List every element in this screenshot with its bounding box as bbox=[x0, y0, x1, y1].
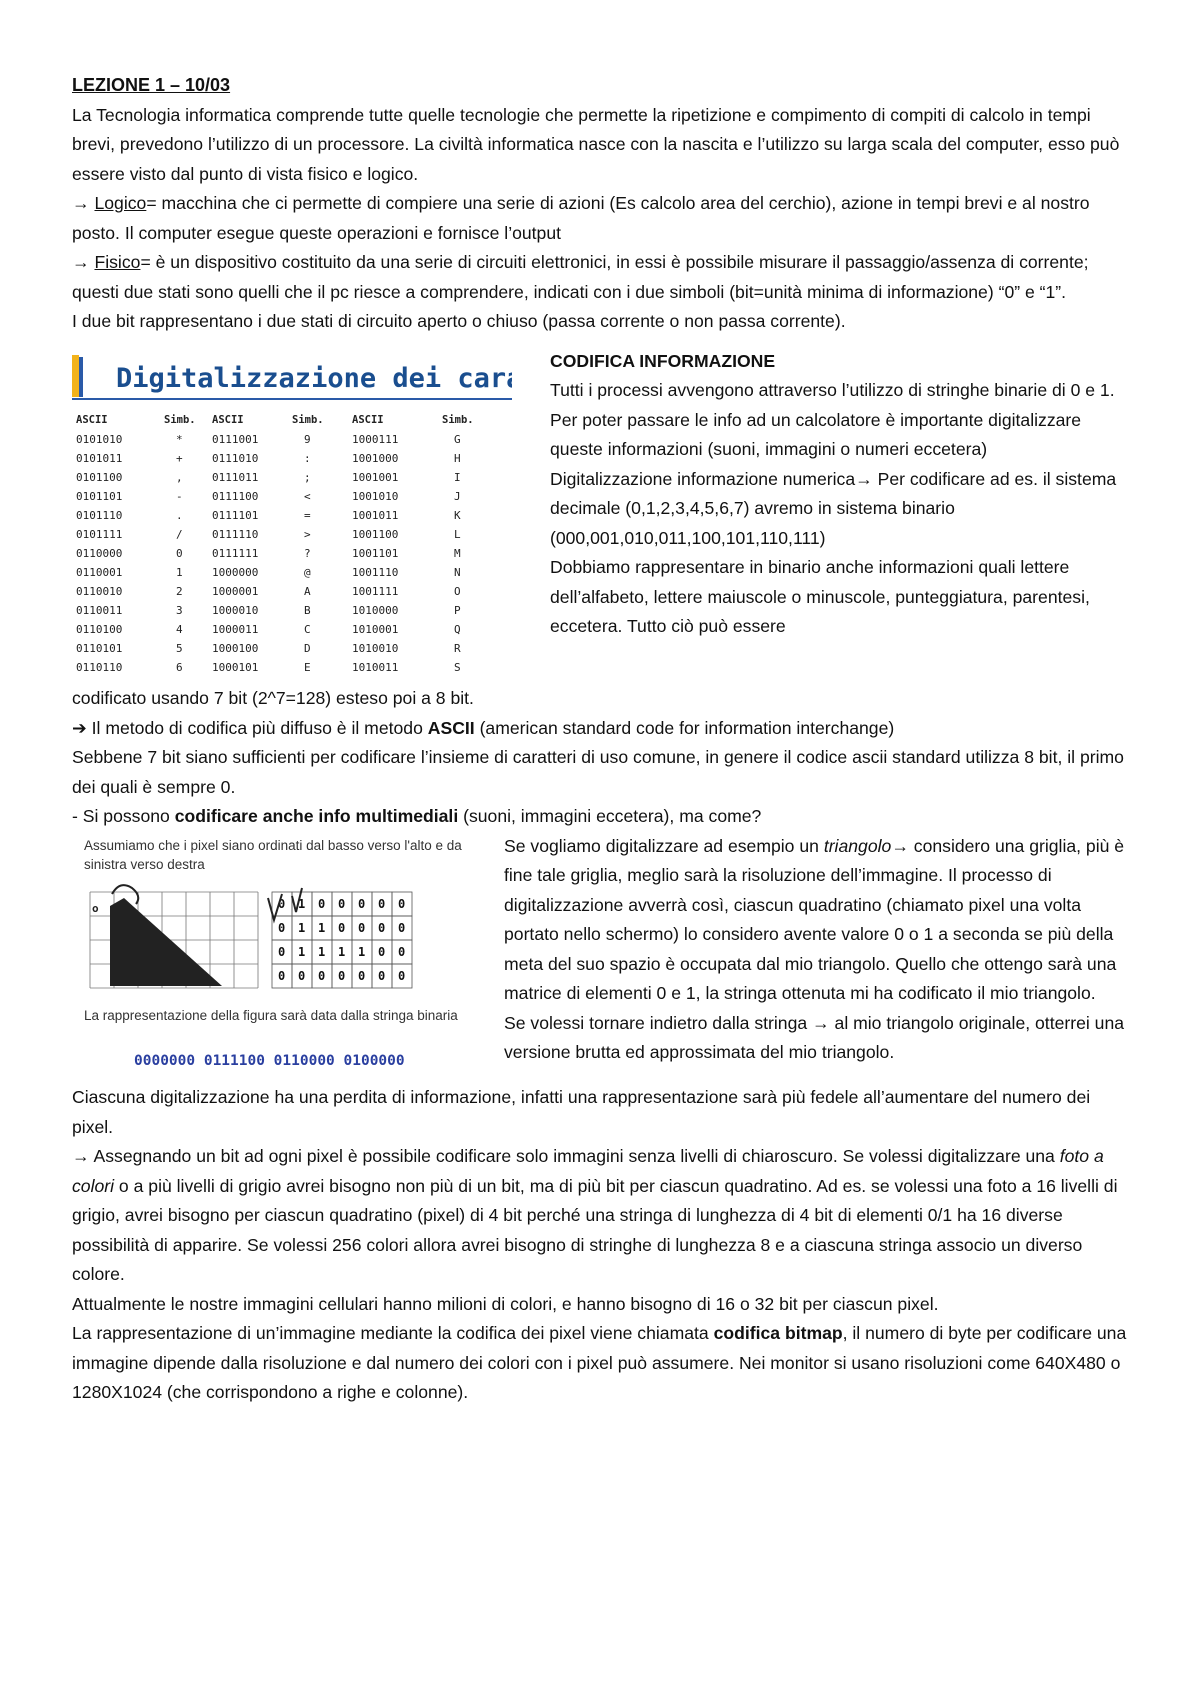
ascii-table-cell: 1001100 bbox=[352, 527, 399, 541]
pixel-figure bbox=[72, 832, 492, 1084]
triangle-p2: Se volessi tornare indietro dalla stringa → al mio triangolo originale, otterrei una versione brutta ed approssimata del mio triangolo. bbox=[504, 1012, 1125, 1062]
ascii-figure bbox=[72, 347, 534, 685]
ascii-table-cell: E bbox=[304, 660, 311, 674]
grid-cell-value: 0 bbox=[298, 968, 306, 983]
ascii-table-cell: ; bbox=[304, 470, 311, 484]
pixel-grid-image bbox=[72, 836, 492, 1074]
ascii-table-cell: 2 bbox=[176, 584, 183, 598]
ascii-table-cell: H bbox=[454, 451, 461, 465]
ascii-table-cell: 1010011 bbox=[352, 660, 399, 674]
grid-cell-value: 0 bbox=[338, 896, 346, 911]
grid-cell-value: 1 bbox=[298, 896, 306, 911]
grid-cell-value: 0 bbox=[398, 968, 406, 983]
grid-cell-value: 0 bbox=[378, 920, 386, 935]
ascii-table-cell: ? bbox=[304, 546, 311, 560]
grid-cell-value: 1 bbox=[358, 944, 366, 959]
ascii-table-cell: 1000000 bbox=[212, 565, 259, 579]
ascii-table-cell: 0110000 bbox=[76, 546, 123, 560]
grid-cell-value: 0 bbox=[378, 944, 386, 959]
ascii-table-cell: 0111010 bbox=[212, 451, 259, 465]
ascii-table-cell: 1000011 bbox=[212, 622, 259, 636]
ascii-table-cell: + bbox=[176, 451, 183, 465]
ascii-table-cell: 0111111 bbox=[212, 546, 259, 560]
ascii-table-cell: - bbox=[176, 489, 183, 503]
grid-cell-value: 0 bbox=[378, 968, 386, 983]
grid-cell-value: 0 bbox=[278, 920, 286, 935]
ascii-table-cell: 4 bbox=[176, 622, 183, 636]
triangle-p1: Se vogliamo digitalizzare ad esempio un triangolo→ considero una griglia, più è fine tale griglia, meglio sarà la risoluzione dell’immagine. Il processo di digitalizzazione avverrà così, ciascun quadratino (chiamato pixel una volta portato nello schermo) lo considero avente valore 0 o 1 a seconda se più della meta del suo spazio è occupata dal mio triangolo. Quello che ottengo sarà una matrice di elementi 0 e 1, la stringa ottenuta mi ha codificato il mio triangolo. bbox=[504, 835, 1125, 1003]
ascii-table-cell: 0111100 bbox=[212, 489, 259, 503]
ascii-table-cell: 1000001 bbox=[212, 584, 259, 598]
ascii-table-cell: L bbox=[454, 527, 461, 541]
ascii-table-cell: 5 bbox=[176, 641, 183, 655]
grid-cell-value: 0 bbox=[278, 944, 286, 959]
ascii-table-cell: S bbox=[454, 660, 461, 674]
grid-cell-value: 0 bbox=[358, 920, 366, 935]
ascii-header-cell: Simb. bbox=[292, 413, 324, 426]
grid-cell-value: 1 bbox=[298, 920, 306, 935]
ascii-table-cell: J bbox=[454, 489, 461, 503]
ascii-header-cell: ASCII bbox=[352, 413, 384, 426]
ascii-table-cell: R bbox=[454, 641, 461, 655]
colori-paragraph: → Assegnando un bit ad ogni pixel è possibile codificare solo immagini senza livelli di chiaroscuro. Se volessi digitalizzare una foto a colori o a più livelli di grigio avrei bisogno non più di un bit, ma di più bit per ciascun quadratino. Ad es. se volessi una foto a 16 livelli di grigio, avrei bisogno per ciascun quadratino (pixel) di 4 bit perché una stringa di lunghezza di 4 bit di elementi 0/1 ha 16 diverse possibilità di apparire. Se volessi 256 colori allora avrei bisogno di stringhe di lunghezza 8 e a ciascuna stringa associo un diverso colore. bbox=[72, 1146, 1118, 1284]
ascii-table-cell: 0101111 bbox=[76, 527, 123, 541]
ascii-table-cell: : bbox=[304, 451, 311, 465]
ascii-table-cell: < bbox=[304, 489, 311, 503]
ascii-table-cell: A bbox=[304, 584, 311, 598]
ascii-table-cell: 1000101 bbox=[212, 660, 259, 674]
ascii-table-image bbox=[72, 355, 512, 675]
bitmap-paragraph: La rappresentazione di un’immagine mediante la codifica dei pixel viene chiamata codifica bitmap, il numero di byte per codificare una immagine dipende dalla risoluzione e dal numero dei colori con i pixel può assumere. Nei monitor si usano risoluzioni come 640X480 o 1280X1024 (che corrispondono a righe e colonne). bbox=[72, 1323, 1127, 1402]
ascii-table-cell: 1010001 bbox=[352, 622, 399, 636]
intro-paragraph: La Tecnologia informatica comprende tutte quelle tecnologie che permette la ripetizione e compimento di compiti di calcolo in tempi brevi, prevedono l’utilizzo di un processore. La civiltà informatica nasce con la nascita e l’utilizzo su larga scala del computer, esso può essere visto dal punto di vista fisico e logico. bbox=[72, 104, 1120, 184]
pixel-caption-bottom: La rappresentazione della figura sarà data dalla stringa binaria bbox=[84, 1007, 458, 1023]
grid-cell-value: 0 bbox=[398, 896, 406, 911]
ascii-table-cell: 1 bbox=[176, 565, 183, 579]
ascii-table-cell: @ bbox=[304, 565, 311, 579]
ascii-table-cell: Q bbox=[454, 622, 461, 636]
ascii-table-cell: O bbox=[454, 584, 461, 598]
ascii-table-cell: D bbox=[304, 641, 311, 655]
ascii-table-cell: 0111011 bbox=[212, 470, 259, 484]
multimedia-paragraph: - Si possono codificare anche info multimediali (suoni, immagini eccetera), ma come? bbox=[72, 806, 762, 826]
ascii-table-cell: 1000111 bbox=[352, 432, 399, 446]
ascii-table-cell: . bbox=[176, 508, 183, 522]
ascii-table-cell: 1000100 bbox=[212, 641, 259, 655]
grid-cell-value: 0 bbox=[358, 896, 366, 911]
triangle-text bbox=[492, 832, 1132, 1084]
ascii-header-cell: ASCII bbox=[212, 413, 244, 426]
grid-cell-value: 0 bbox=[278, 968, 286, 983]
ascii-table-cell: I bbox=[454, 470, 461, 484]
ascii-table-cell: P bbox=[454, 603, 461, 617]
ascii-table-cell: 0110011 bbox=[76, 603, 123, 617]
ascii-table-cell: 0111101 bbox=[212, 508, 259, 522]
ascii-table-cell: 0101011 bbox=[76, 451, 123, 465]
grid-cell-value: 0 bbox=[358, 968, 366, 983]
ascii-table-cell: 0110100 bbox=[76, 622, 123, 636]
ascii-table-cell: 1001001 bbox=[352, 470, 399, 484]
ascii-table-cell: 1010010 bbox=[352, 641, 399, 655]
ascii-header-cell: Simb. bbox=[164, 413, 196, 426]
ascii-table-cell: 1000010 bbox=[212, 603, 259, 617]
ascii-table-cell: , bbox=[176, 470, 183, 484]
codifica-section bbox=[72, 347, 1132, 685]
ascii-table-cell: 0101110 bbox=[76, 508, 123, 522]
ascii-table-cell: C bbox=[304, 622, 311, 636]
bits-states-paragraph: I due bit rappresentano i due stati di circuito aperto o chiuso (passa corrente o non passa corrente). bbox=[72, 311, 846, 331]
ascii-table-cell: 0111110 bbox=[212, 527, 259, 541]
grid-cell-value: 0 bbox=[398, 944, 406, 959]
codifica-heading: CODIFICA INFORMAZIONE bbox=[550, 350, 776, 371]
ascii-table-cell: 1010000 bbox=[352, 603, 399, 617]
ascii-table-cell: 0110001 bbox=[76, 565, 123, 579]
ascii-table-cell: * bbox=[176, 432, 183, 446]
codifica-p1: Tutti i processi avvengono attraverso l’utilizzo di stringhe binarie di 0 e 1. Per poter passare le info ad un calcolatore è importante digitalizzare queste informazioni (suoni, immagini o numeri eccetera) bbox=[550, 380, 1115, 459]
ascii-table-cell: 0110101 bbox=[76, 641, 123, 655]
ascii-table-cell: 9 bbox=[304, 432, 311, 446]
ascii-table-cell: 0101010 bbox=[76, 432, 123, 446]
milioni-paragraph: Attualmente le nostre immagini cellulari hanno milioni di colori, e hanno bisogno di 16 o 32 bit per ciascun pixel. bbox=[72, 1293, 939, 1314]
perdita-paragraph: Ciascuna digitalizzazione ha una perdita di informazione, infatti una rappresentazione sarà più fedele all’aumentare del numero dei pixel. bbox=[72, 1087, 1091, 1137]
accent-bar bbox=[72, 355, 79, 397]
grid-cell-value: 0 bbox=[398, 920, 406, 935]
ascii-figure-title: Digitalizzazione dei car bbox=[116, 362, 507, 394]
ascii-table-cell: 0110110 bbox=[76, 660, 123, 674]
ascii-table-cell: 0111001 bbox=[212, 432, 259, 446]
codifica-text bbox=[534, 347, 1132, 685]
grid-cell-value: 1 bbox=[298, 944, 306, 959]
grid-cell-value: 1 bbox=[318, 944, 326, 959]
grid-cell-value: 0 bbox=[318, 968, 326, 983]
ascii-header-cell: Simb. bbox=[442, 413, 474, 426]
codifica-p3: Dobbiamo rappresentare in binario anche informazioni quali lettere dell’alfabeto, lettere maiuscole o minuscole, punteggiatura, parentesi, eccetera. Tutto ciò può essere bbox=[550, 557, 1090, 636]
grid-cell-value: 0 bbox=[338, 920, 346, 935]
ascii-table-cell: > bbox=[304, 527, 311, 541]
ascii-table-cell: K bbox=[454, 508, 461, 522]
ascii-table-cell: M bbox=[454, 546, 461, 560]
ascii-table-cell: / bbox=[176, 527, 183, 541]
ascii-table-cell: 0101101 bbox=[76, 489, 123, 503]
triangle-section bbox=[72, 832, 1132, 1084]
ascii-header-cell: ASCII bbox=[76, 413, 108, 426]
ascii-table-cell: N bbox=[454, 565, 461, 579]
ascii-table-cell: 3 bbox=[176, 603, 183, 617]
codifica-p3-continued: codificato usando 7 bit (2^7=128) esteso poi a 8 bit. bbox=[72, 688, 474, 708]
ascii-table-cell: 6 bbox=[176, 660, 183, 674]
ascii-table-cell: 1001101 bbox=[352, 546, 399, 560]
grid-cell-value: 1 bbox=[338, 944, 346, 959]
origin-label: o bbox=[92, 901, 99, 915]
ascii-table-cell: 0101100 bbox=[76, 470, 123, 484]
ascii-table-cell: 1001111 bbox=[352, 584, 399, 598]
logico-paragraph: → Logico= macchina che ci permette di compiere una serie di azioni (Es calcolo area del cerchio), azione in tempi brevi e al nostro posto. Il computer esegue queste operazioni e fornisce l’output bbox=[72, 193, 1090, 243]
grid-cell-value: 0 bbox=[338, 968, 346, 983]
ascii-table-cell: G bbox=[454, 432, 461, 446]
ascii-method-paragraph: ➔ Il metodo di codifica più diffuso è il metodo ASCII (american standard code for information interchange) bbox=[72, 717, 895, 738]
ascii-table-cell: 1001110 bbox=[352, 565, 399, 579]
grid-cell-value: 0 bbox=[378, 896, 386, 911]
document-body bbox=[72, 71, 1132, 1408]
pixel-caption-top: Assumiamo che i pixel siano ordinati dal basso verso l'alto e da sinistra verso destra bbox=[84, 837, 462, 872]
ascii-table-cell: 0 bbox=[176, 546, 183, 560]
lesson-title: LEZIONE 1 – 10/03 bbox=[72, 75, 231, 95]
ascii-table-cell: 0110010 bbox=[76, 584, 123, 598]
grid-cell-value: 0 bbox=[318, 896, 326, 911]
ascii-table-cell: 1001011 bbox=[352, 508, 399, 522]
codifica-p2: Digitalizzazione informazione numerica→ Per codificare ad es. il sistema decimale (0,1,2,3,4,5,6,7) avremo in sistema binario (000,001,010,011,100,101,110,111) bbox=[550, 468, 1117, 548]
ascii-table-cell: B bbox=[304, 603, 311, 617]
ascii-8bit-paragraph: Sebbene 7 bit siano sufficienti per codificare l’insieme di caratteri di uso comune, in genere il codice ascii standard utilizza 8 bit, il primo dei quali è sempre 0. bbox=[72, 747, 1124, 797]
grid-cell-value: 0 bbox=[278, 896, 286, 911]
ascii-table-cell: 1001000 bbox=[352, 451, 399, 465]
grid-cell-value: 1 bbox=[318, 920, 326, 935]
fisico-paragraph: → Fisico= è un dispositivo costituito da una serie di circuiti elettronici, in essi è possibile misurare il passaggio/assenza di corrente; questi due stati sono quelli che il pc riesce a comprendere, indicati con i due simboli (bit=unità minima di informazione) “0” e “1”. bbox=[72, 252, 1089, 302]
ascii-table-cell: = bbox=[304, 508, 311, 522]
bitstring: 0000000 0111100 0110000 0100000 bbox=[134, 1052, 405, 1069]
ascii-table-cell: 1001010 bbox=[352, 489, 399, 503]
